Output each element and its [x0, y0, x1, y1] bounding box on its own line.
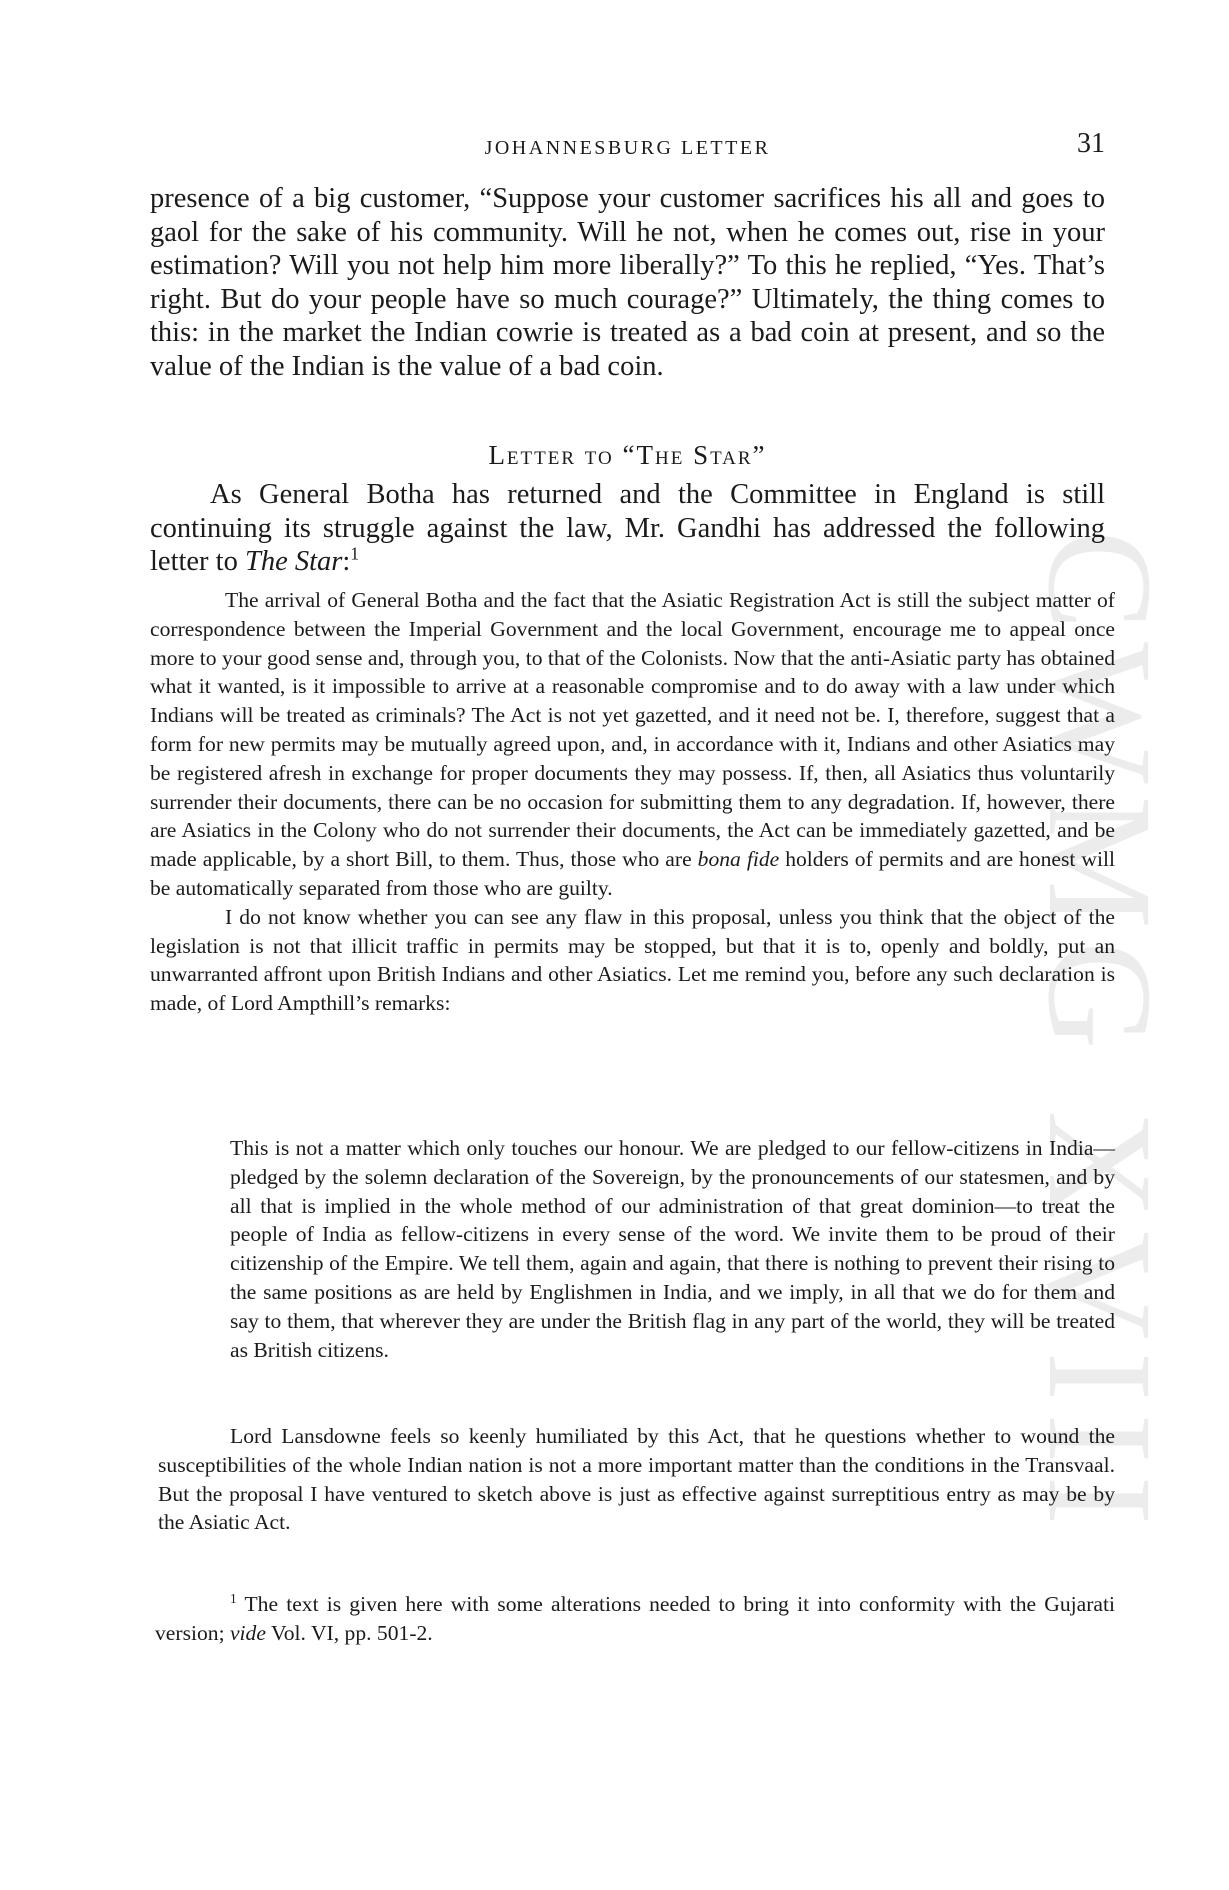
footnote-text: The text is given here with some alterations needed to bring it into conformity with the Gujarati version; [155, 1592, 1115, 1645]
letter-paragraph-1-part2: holders of permits and are honest will be automatically separated from those who are guilty. [150, 847, 1115, 900]
footnote-tail: Vol. VI, pp. 501-2. [265, 1621, 433, 1645]
footnote-marker: 1 [230, 1590, 237, 1606]
page-number: 31 [1077, 128, 1105, 159]
letter-paragraph-1-part1: The arrival of General Botha and the fact that the Asiatic Registration Act is still the subject matter of correspondence between the Imperial Government and the local Government, encourage me to appeal once more to your good sense and, through you, to that of the Colonists. Now that the anti-Asiatic party has obtained what it wanted, is it impossible to arrive at a reasonable compromise and to do away with a law under which Indians will be treated as criminals? The Act is not yet gazetted, and it need not be. I, therefore, suggest that a form for new permits may be mutually agreed upon, and, in accordance with it, Indians and other Asiatics may be registered afresh in exchange for proper documents they may possess. If, then, all Asiatics thus voluntarily surrender their documents, there can be no occasion for submitting them to any degradation. If, however, there are Asiatics in the Colony who do not surrender their documents, the Act can be immediately gazetted, and be made applicable, by a short Bill, to them. Thus, those who are [150, 588, 1115, 872]
letter-paragraph-2: I do not know whether you can see any flaw in this proposal, unless you think that the object of the legislation is not that illicit traffic in permits may be stopped, but that it is to, openly and boldly, put an unwarranted affront upon British Indians and other Asiatics. Let me remind you, before any such declaration is made, of Lord Ampthill’s remarks: [150, 904, 1115, 1016]
lead-paragraph: presence of a big customer, “Suppose your customer sacrifices his all and goes to gaol for the sake of his community. Will he not, when he comes out, rise in your estimation? Will you not help him more liberally?” To this he replied, “Yes. That’s right. But do your people have so much courage?” Ultimately, the thing comes to this: in the market the Indian cowrie is treated as a bad coin at present, and so the value of the Indian is the value of a bad coin. [150, 183, 1105, 382]
newspaper-title: The Star [244, 546, 343, 577]
intro-paragraph [150, 478, 1105, 579]
intro-tail: : [342, 546, 351, 577]
ampthill-quote: This is not a matter which only touches our honour. We are pledged to our fellow-citizens in India—pledged by the solemn declaration of the Sovereign, by the pronouncements of our statesmen, and by all that is implied in the whole method of our administration of that great dominion—to treat the people of India as fellow-citizens in every sense of the word. We invite them to be proud of their citizenship of the Empire. We tell them, again and again, that there is nothing to prevent their rising to the same positions as are held by Englishmen in India, and we imply, in all that we do for them and say to them, that wherever they are under the British flag in any part of the world, they will be treated as British citizens. [230, 1136, 1115, 1362]
lead-paragraph-block [150, 182, 1105, 383]
running-head-title: JOHANNESBURG LETTER [484, 137, 771, 159]
running-head [150, 128, 1105, 168]
footnote-italic: vide [229, 1621, 266, 1645]
latin-phrase: bona fide [697, 847, 780, 872]
letter-paragraph-1 [150, 586, 1115, 903]
watermark: CWMG XVIII [1017, 530, 1183, 1538]
intro-text: As General Botha has returned and the Committee in England is still continuing its struggle against the law, Mr. Gandhi has addressed the following letter to [150, 479, 1105, 577]
block-quote [230, 1134, 1115, 1364]
section-heading: Letter to “The Star” [488, 440, 767, 470]
letter-body-continued [158, 1422, 1115, 1537]
letter-paragraph-3: Lord Lansdowne feels so keenly humiliated by this Act, that he questions whether to wound the susceptibilities of the whole Indian nation is not a more important matter than the conditions in the Transvaal. But the proposal I have ventured to sketch above is just as effective against surreptitious entry as may be by the Asiatic Act. [158, 1424, 1115, 1535]
letter-body [150, 586, 1115, 1018]
footnote-paragraph [155, 1590, 1115, 1648]
footnote-reference: 1 [350, 543, 360, 564]
intro-block [150, 478, 1105, 579]
footnote [155, 1590, 1115, 1648]
